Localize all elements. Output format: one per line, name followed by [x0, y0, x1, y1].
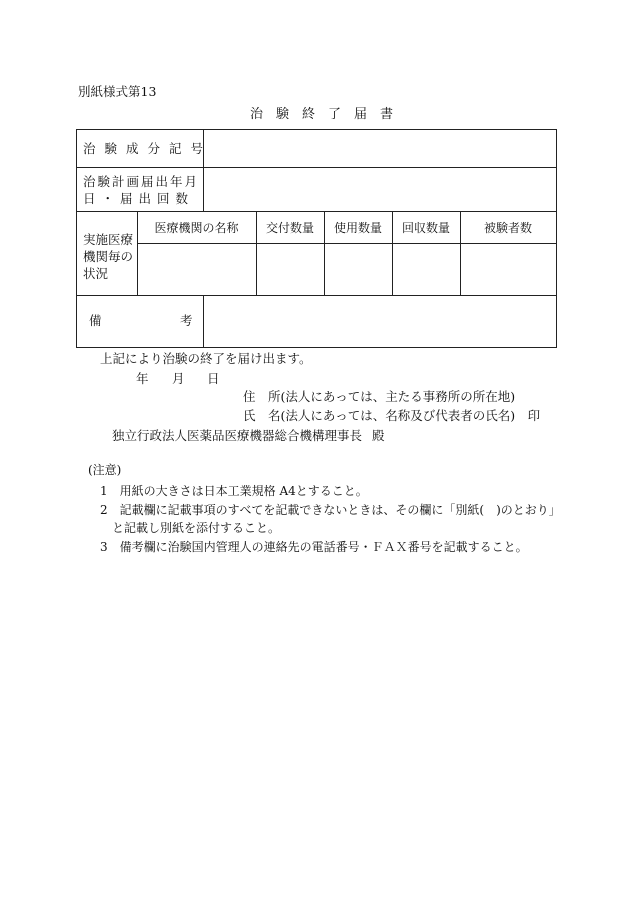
column-header-used: 使用数量 [333, 221, 382, 235]
note-item-3: 3 備考欄に治験国内管理人の連絡先の電話番号・ＦＡＸ番号を記載すること。 [100, 540, 528, 554]
label-status-line2: 機関毎の [83, 249, 134, 264]
label-status-line3: 状況 [83, 266, 109, 281]
honorific: 殿 [372, 428, 385, 443]
column-header-subjects: 被験者数 [483, 221, 532, 235]
label-component-code: 治験成分記号 [83, 141, 213, 156]
note-item-1: 1 用紙の大きさは日本工業規格 A4とすること。 [100, 484, 368, 498]
address-line: 住 所(法人にあっては、主たる事務所の所在地) [243, 389, 516, 404]
input-component-code[interactable] [204, 130, 556, 167]
column-header-collected: 回収数量 [401, 221, 450, 235]
date-day: 日 [207, 371, 220, 386]
label-plan-date-line1: 治験計画届出年月 [83, 174, 200, 189]
name-line: 氏 名(法人にあっては、名称及び代表者の氏名) 印 [243, 408, 541, 423]
input-plan-date[interactable] [204, 168, 556, 211]
note-item-2-continued: と記載し別紙を添付すること。 [112, 521, 281, 535]
statement-text: 上記により治験の終了を届け出ます。 [100, 351, 312, 366]
input-remarks[interactable] [204, 296, 556, 347]
label-remarks-first: 備 [89, 313, 102, 328]
form-number: 別紙様式第13 [78, 84, 157, 99]
notes-heading: (注意) [88, 463, 122, 477]
column-header-institution: 医療機関の名称 [154, 221, 239, 235]
column-header-issued: 交付数量 [265, 221, 314, 235]
label-status-line1: 実施医療 [83, 232, 134, 247]
note-item-2: 2 記載欄に記載事項のすべてを記載できないときは、その欄に「別紙( )のとおり」 [100, 503, 561, 517]
label-plan-date-line2: 日・届出回数 [83, 191, 195, 206]
date-month: 月 [172, 371, 185, 386]
date-year: 年 [136, 371, 149, 386]
addressee: 独立行政法人医薬品医療機器総合機構理事長 [112, 428, 363, 443]
label-remarks-second: 考 [180, 313, 193, 328]
form-title: 治験終了届書 [250, 107, 407, 122]
